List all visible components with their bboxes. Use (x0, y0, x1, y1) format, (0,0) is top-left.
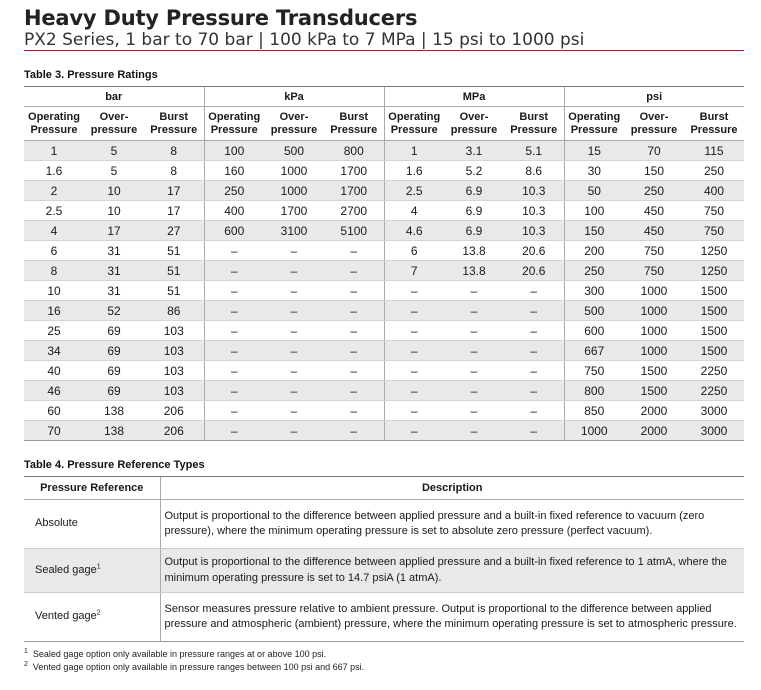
table-cell: 150 (564, 221, 624, 241)
table4-caption: Table 4. Pressure Reference Types (24, 459, 205, 471)
table-cell: 750 (624, 241, 684, 261)
sub-header-over-pressure: Over-pressure (264, 107, 324, 141)
table-cell: 1000 (564, 421, 624, 441)
reference-row (24, 549, 744, 593)
table-cell: – (324, 261, 384, 281)
table-cell: 800 (564, 381, 624, 401)
table-cell: 69 (84, 321, 144, 341)
table-cell: 206 (144, 401, 204, 421)
table-cell: 1000 (624, 321, 684, 341)
table-cell: 103 (144, 321, 204, 341)
footnote-1 (24, 649, 326, 659)
reference-description-cell: Sensor measures pressure relative to ambient pressure. Output is proportional to the difference between applied pressure and atmospheric (ambient) pressure, where the minimum operating pressure is set to atmospheric pressure. (160, 593, 744, 642)
table-row (24, 281, 744, 301)
table-cell: 69 (84, 341, 144, 361)
reference-type-label: Vented gage (35, 610, 97, 623)
table-cell: 115 (684, 141, 744, 161)
table-cell: – (204, 321, 264, 341)
table-cell: 1250 (684, 241, 744, 261)
table-cell: 31 (84, 281, 144, 301)
reference-type-label: Sealed gage (35, 563, 97, 576)
table-cell: 300 (564, 281, 624, 301)
table-row (24, 341, 744, 361)
table-row (24, 401, 744, 421)
table-cell: – (324, 421, 384, 441)
table-cell: 5.1 (504, 141, 564, 161)
table-cell: 103 (144, 361, 204, 381)
table-row (24, 301, 744, 321)
table-cell: – (204, 261, 264, 281)
table-cell: – (504, 301, 564, 321)
table-cell: 1.6 (24, 161, 84, 181)
header-pressure-reference: Pressure Reference (24, 477, 160, 500)
table-cell: 750 (684, 221, 744, 241)
table-cell: 500 (564, 301, 624, 321)
table-cell: 750 (564, 361, 624, 381)
group-header-kpa: kPa (204, 87, 384, 107)
table-cell: 6 (24, 241, 84, 261)
table-cell: 5 (84, 141, 144, 161)
table-cell: – (264, 241, 324, 261)
table-cell: 70 (624, 141, 684, 161)
table-row (24, 141, 744, 161)
group-header-row (24, 87, 744, 107)
table-cell: 103 (144, 341, 204, 361)
table-cell: 34 (24, 341, 84, 361)
table-cell: – (444, 281, 504, 301)
table-cell: 10 (24, 281, 84, 301)
table-row (24, 261, 744, 281)
table-cell: 850 (564, 401, 624, 421)
sub-header-operating-pressure: Operating Pressure (384, 107, 444, 141)
table-cell: – (444, 301, 504, 321)
table-cell: 160 (204, 161, 264, 181)
table-cell: – (264, 281, 324, 301)
table-cell: 20.6 (504, 241, 564, 261)
table-cell: 400 (204, 201, 264, 221)
table-cell: 3100 (264, 221, 324, 241)
table-cell: – (384, 321, 444, 341)
table-cell: 51 (144, 241, 204, 261)
table-cell: 1 (384, 141, 444, 161)
page-title: Heavy Duty Pressure Transducers (24, 6, 418, 30)
footnote-2 (24, 662, 364, 672)
table-cell: 5.2 (444, 161, 504, 181)
sub-header-over-pressure: Over-pressure (624, 107, 684, 141)
table-cell: 15 (564, 141, 624, 161)
table-cell: – (384, 341, 444, 361)
table-cell: 17 (144, 181, 204, 201)
table-cell: – (204, 341, 264, 361)
table-cell: 450 (624, 201, 684, 221)
reference-type-cell (24, 593, 160, 642)
table-cell: 100 (564, 201, 624, 221)
table-cell: 138 (84, 401, 144, 421)
table-cell: – (384, 301, 444, 321)
table-cell: – (324, 361, 384, 381)
table-cell: 4 (384, 201, 444, 221)
table-cell: 25 (24, 321, 84, 341)
table-cell: 8 (24, 261, 84, 281)
table-cell: 1500 (684, 341, 744, 361)
table-cell: 69 (84, 361, 144, 381)
table-cell: 6.9 (444, 221, 504, 241)
sub-header-burst-pressure: Burst Pressure (684, 107, 744, 141)
table-cell: 13.8 (444, 241, 504, 261)
table-cell: – (444, 321, 504, 341)
table-cell: 51 (144, 281, 204, 301)
table-cell: 800 (324, 141, 384, 161)
pressure-ratings-body (24, 141, 744, 441)
table-cell: 1.6 (384, 161, 444, 181)
table-cell: 1500 (684, 281, 744, 301)
table-cell: – (204, 301, 264, 321)
table-cell: – (324, 401, 384, 421)
footnote-reference-mark: 2 (96, 609, 101, 617)
table-cell: – (504, 381, 564, 401)
table-cell: 1500 (624, 361, 684, 381)
table-cell: – (264, 261, 324, 281)
table-cell: – (204, 281, 264, 301)
table-cell: – (324, 241, 384, 261)
table-cell: 1000 (624, 341, 684, 361)
table-cell: 2700 (324, 201, 384, 221)
table-cell: 3000 (684, 401, 744, 421)
table-cell: 5 (84, 161, 144, 181)
table-cell: 10.3 (504, 181, 564, 201)
table-cell: – (504, 421, 564, 441)
table-cell: 600 (564, 321, 624, 341)
table-cell: 10 (84, 181, 144, 201)
sub-header-burst-pressure: Burst Pressure (324, 107, 384, 141)
table-cell: – (324, 341, 384, 361)
table-cell: 8.6 (504, 161, 564, 181)
table-cell: – (444, 401, 504, 421)
table-row (24, 421, 744, 441)
table-cell: 250 (684, 161, 744, 181)
table-cell: – (444, 361, 504, 381)
table-cell: – (444, 341, 504, 361)
pressure-reference-body (24, 500, 744, 642)
sub-header-operating-pressure: Operating Pressure (204, 107, 264, 141)
sub-header-operating-pressure: Operating Pressure (564, 107, 624, 141)
table-cell: 200 (564, 241, 624, 261)
table-cell: 250 (624, 181, 684, 201)
table-cell: 5100 (324, 221, 384, 241)
table-cell: – (204, 361, 264, 381)
table-cell: 17 (84, 221, 144, 241)
table-cell: 400 (684, 181, 744, 201)
footnote-mark: 2 (24, 661, 28, 668)
table3-caption: Table 3. Pressure Ratings (24, 69, 158, 81)
group-header-psi: psi (564, 87, 744, 107)
table-cell: 1000 (264, 181, 324, 201)
group-header-bar: bar (24, 87, 204, 107)
footnote-mark: 1 (24, 648, 28, 655)
reference-description-cell: Output is proportional to the difference between applied pressure and a built-in fixed reference to vacuum (zero pressure), where the minimum operating pressure is set to absolute zero pressure (perfect vacuum). (160, 500, 744, 549)
table-cell: 2.5 (384, 181, 444, 201)
table-cell: 60 (24, 401, 84, 421)
reference-type-cell (24, 500, 160, 549)
table-cell: – (204, 241, 264, 261)
footnote-text: Vented gage option only available in pressure ranges between 100 psi and 667 psi. (32, 662, 365, 672)
table-cell: 10 (84, 201, 144, 221)
table-cell: – (384, 421, 444, 441)
table-cell: 6.9 (444, 201, 504, 221)
table-cell: – (504, 401, 564, 421)
table-cell: 1000 (624, 281, 684, 301)
table-cell: 150 (624, 161, 684, 181)
table-cell: – (264, 421, 324, 441)
table-cell: 103 (144, 381, 204, 401)
table-cell: – (264, 341, 324, 361)
sub-header-operating-pressure: Operating Pressure (24, 107, 84, 141)
table-cell: 30 (564, 161, 624, 181)
table-cell: 3.1 (444, 141, 504, 161)
table-cell: – (264, 401, 324, 421)
table-cell: – (384, 401, 444, 421)
table-cell: 52 (84, 301, 144, 321)
table-cell: 10.3 (504, 201, 564, 221)
table-cell: 750 (684, 201, 744, 221)
pressure-reference-table (24, 476, 744, 642)
table-cell: 51 (144, 261, 204, 281)
table-cell: – (384, 281, 444, 301)
table-cell: 46 (24, 381, 84, 401)
table-cell: – (324, 301, 384, 321)
table-cell: – (324, 381, 384, 401)
table-cell: 1000 (264, 161, 324, 181)
footnote-text: Sealed gage option only available in pressure ranges at or above 100 psi. (32, 649, 327, 659)
sub-header-over-pressure: Over-pressure (444, 107, 504, 141)
table-cell: – (324, 281, 384, 301)
table-cell: 8 (144, 141, 204, 161)
table-cell: – (504, 361, 564, 381)
table-cell: 1 (24, 141, 84, 161)
sub-header-burst-pressure: Burst Pressure (144, 107, 204, 141)
table-row (24, 201, 744, 221)
header-description: Description (160, 477, 744, 500)
table-cell: 100 (204, 141, 264, 161)
reference-type-cell (24, 549, 160, 593)
group-header-mpa: MPa (384, 87, 564, 107)
reference-description-cell: Output is proportional to the difference between applied pressure and a built-in fixed reference to 1 atmA, where the minimum operating pressure is set to 14.7 psiA (1 atmA). (160, 549, 744, 593)
table-cell: – (264, 301, 324, 321)
table-cell: 2000 (624, 401, 684, 421)
table-cell: – (384, 361, 444, 381)
table-cell: – (444, 421, 504, 441)
table-cell: 500 (264, 141, 324, 161)
table-row (24, 321, 744, 341)
table-cell: 3000 (684, 421, 744, 441)
table-cell: – (444, 381, 504, 401)
table-cell: – (204, 421, 264, 441)
table-cell: 2.5 (24, 201, 84, 221)
table-cell: 69 (84, 381, 144, 401)
table-cell: – (324, 321, 384, 341)
reference-row (24, 500, 744, 549)
table-row (24, 241, 744, 261)
table-cell: 1700 (324, 161, 384, 181)
table-cell: 8 (144, 161, 204, 181)
table-cell: – (264, 361, 324, 381)
table-cell: 138 (84, 421, 144, 441)
table-cell: 2250 (684, 381, 744, 401)
sub-header-burst-pressure: Burst Pressure (504, 107, 564, 141)
table-cell: 13.8 (444, 261, 504, 281)
table-cell: 4.6 (384, 221, 444, 241)
table-row (24, 181, 744, 201)
reference-header-row (24, 477, 744, 500)
table-cell: 667 (564, 341, 624, 361)
table-cell: 70 (24, 421, 84, 441)
page-subtitle: PX2 Series, 1 bar to 70 bar | 100 kPa to 7 MPa | 15 psi to 1000 psi (24, 30, 585, 50)
table-cell: 7 (384, 261, 444, 281)
table-cell: 250 (204, 181, 264, 201)
table-cell: – (264, 381, 324, 401)
table-cell: 16 (24, 301, 84, 321)
sub-header-row (24, 107, 744, 141)
table-cell: 1500 (684, 321, 744, 341)
table-cell: 6 (384, 241, 444, 261)
table-cell: – (384, 381, 444, 401)
table-row (24, 361, 744, 381)
table-cell: 1700 (264, 201, 324, 221)
table-cell: 1700 (324, 181, 384, 201)
pressure-ratings-table (24, 86, 744, 441)
table-cell: 86 (144, 301, 204, 321)
table-cell: – (264, 321, 324, 341)
table-cell: 20.6 (504, 261, 564, 281)
table-cell: 10.3 (504, 221, 564, 241)
table-row (24, 381, 744, 401)
table-cell: 27 (144, 221, 204, 241)
table-cell: 1250 (684, 261, 744, 281)
table-row (24, 161, 744, 181)
table-cell: 50 (564, 181, 624, 201)
table-cell: – (504, 341, 564, 361)
table-row (24, 221, 744, 241)
table-cell: 1500 (684, 301, 744, 321)
table-cell: 1000 (624, 301, 684, 321)
table-cell: – (504, 281, 564, 301)
table-cell: – (204, 381, 264, 401)
table-cell: 40 (24, 361, 84, 381)
table-cell: 6.9 (444, 181, 504, 201)
sub-header-over-pressure: Over-pressure (84, 107, 144, 141)
table-cell: – (204, 401, 264, 421)
table-cell: 31 (84, 261, 144, 281)
table-cell: – (504, 321, 564, 341)
table-cell: 31 (84, 241, 144, 261)
table-cell: 4 (24, 221, 84, 241)
table-cell: 450 (624, 221, 684, 241)
table-cell: 250 (564, 261, 624, 281)
reference-row (24, 593, 744, 642)
reference-type-label: Absolute (35, 517, 78, 530)
title-divider (24, 50, 744, 51)
table-cell: 1500 (624, 381, 684, 401)
table-cell: 750 (624, 261, 684, 281)
table-cell: 2000 (624, 421, 684, 441)
table-cell: 2 (24, 181, 84, 201)
table-cell: 206 (144, 421, 204, 441)
table-cell: 2250 (684, 361, 744, 381)
table-cell: 600 (204, 221, 264, 241)
table-cell: 17 (144, 201, 204, 221)
footnote-reference-mark: 1 (96, 563, 101, 571)
